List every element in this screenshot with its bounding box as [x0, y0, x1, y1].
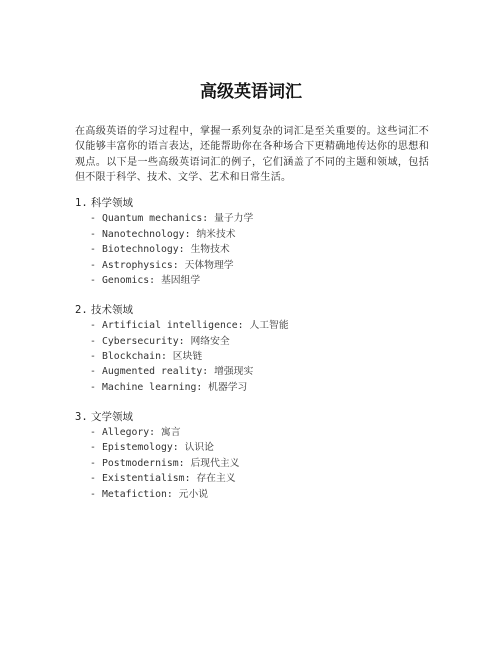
section-title: 文学领域 — [91, 410, 133, 423]
section-heading — [75, 303, 455, 318]
bullet-dash: - — [90, 457, 96, 469]
section-title: 科学领域 — [91, 197, 133, 209]
term-text: Postmodernism: 后现代主义 — [102, 457, 240, 469]
list-item — [90, 440, 455, 455]
list-item — [90, 334, 455, 349]
document-title: 高级英语词汇 — [200, 82, 302, 102]
list-item — [90, 227, 455, 242]
bullet-dash: - — [90, 350, 96, 362]
section-title: 技术领域 — [91, 303, 133, 316]
bullet-dash: - — [90, 488, 96, 500]
section-technology — [75, 303, 455, 395]
section-number: 3. — [75, 410, 88, 423]
bullet-dash: - — [90, 228, 96, 240]
term-text: Blockchain: 区块链 — [102, 350, 203, 362]
list-item — [90, 349, 455, 364]
term-text: Genomics: 基因组学 — [102, 274, 201, 286]
term-text: Augmented reality: 增强现实 — [102, 366, 254, 378]
term-text: Quantum mechanics: 量子力学 — [102, 213, 254, 225]
term-text: Epistemology: 认识论 — [102, 442, 214, 454]
bullet-dash: - — [90, 320, 96, 332]
list-item — [90, 471, 455, 486]
list-item — [90, 318, 455, 333]
list-item — [90, 425, 455, 440]
term-list — [75, 211, 455, 288]
term-list — [75, 318, 455, 395]
list-item — [90, 211, 455, 226]
list-item — [90, 380, 455, 395]
bullet-dash: - — [90, 335, 96, 347]
list-item — [90, 487, 455, 502]
bullet-dash: - — [90, 426, 96, 438]
section-science — [75, 196, 455, 288]
term-list — [75, 425, 455, 502]
term-text: Biotechnology: 生物技术 — [102, 244, 230, 256]
intro-paragraph: 在高级英语的学习过程中，掌握一系列复杂的词汇是至关重要的。这些词汇不仅能够丰富你的语言表达，还能帮助你在各种场合下更精确地传达你的思想和观点。以下是一些高级英语词汇的例子，它们涵盖了不同的主题和领域，包括但不限于科学、技术、文学、艺术和日常生活。 — [75, 126, 429, 184]
section-number: 2. — [75, 303, 88, 316]
list-item — [90, 242, 455, 257]
term-text: Allegory: 寓言 — [102, 426, 181, 438]
term-text: Cybersecurity: 网络安全 — [102, 335, 230, 347]
bullet-dash: - — [90, 366, 96, 378]
section-literature — [75, 410, 455, 502]
section-heading — [75, 196, 455, 211]
bullet-dash: - — [90, 274, 96, 286]
section-number: 1. — [75, 197, 88, 209]
list-item — [90, 273, 455, 288]
bullet-dash: - — [90, 473, 96, 485]
bullet-dash: - — [90, 213, 96, 225]
term-text: Nanotechnology: 纳米技术 — [102, 228, 236, 240]
list-item — [90, 258, 455, 273]
bullet-dash: - — [90, 259, 96, 271]
list-item — [90, 364, 455, 379]
bullet-dash: - — [90, 244, 96, 256]
term-text: Astrophysics: 天体物理学 — [102, 259, 234, 271]
bullet-dash: - — [90, 442, 96, 454]
sections-container — [75, 196, 455, 516]
term-text: Artificial intelligence: 人工智能 — [102, 320, 289, 332]
term-text: Metafiction: 元小说 — [102, 488, 209, 500]
term-text: Existentialism: 存在主义 — [102, 473, 236, 485]
bullet-dash: - — [90, 381, 96, 393]
list-item — [90, 456, 455, 471]
section-heading — [75, 410, 455, 425]
term-text: Machine learning: 机器学习 — [102, 381, 248, 393]
